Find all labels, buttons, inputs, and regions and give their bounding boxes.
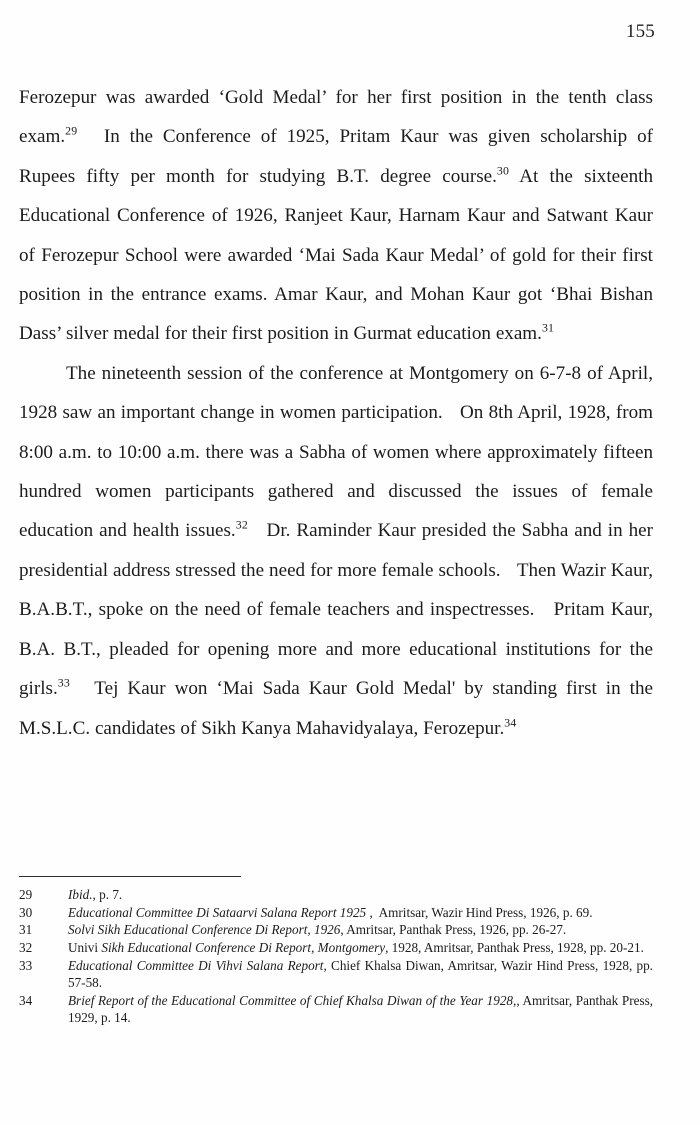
footnote-text: Brief Report of the Educational Committee of Chief Khalsa Diwan of the Year 1928,, Amritsar, Panthak Press, 1929, p. 14. [68,992,654,1025]
body-text-block [19,78,653,748]
footnote-item [19,921,653,938]
footnote-item [19,904,653,921]
footnote-item [19,957,653,991]
footnote-text: Univi Sikh Educational Conference Di Report, Montgomery, 1928, Amritsar, Panthak Press, 1928, pp. 20-21. [68,940,644,956]
footnote-list [19,886,653,1027]
footnote-separator-rule [19,876,241,877]
footnote-number: 33 [19,957,33,973]
footnote-number: 29 [19,887,33,902]
footnote-text: Educational Committee Di Sataarvi Salana Report 1925 , Amritsar, Wazir Hind Press, 1926, p. 69. [68,904,593,920]
footnote-number: 34 [19,992,33,1008]
footnote-text: Ibid., p. 7. [68,887,123,902]
footnote-number: 31 [19,922,33,938]
page-number: 155 [625,21,655,42]
footnote-number: 30 [19,904,33,920]
paragraph: The nineteenth session of the conference at Montgomery on 6-7-8 of April, 1928 saw an important change in women participation. On 8th April, 1928, from 8:00 a.m. to 10:00 a.m. there was a Sabha of women where approximately fifteen hundred women participants gathered and discussed the issues of female education and health issues.$^{32}$ Dr. Raminder Kaur presided the Sabha and in her presidential address stressed the need for more female schools. Then Wazir Kaur, B.A.B.T., spoke on the need of female teachers and inspectresses. Pritam Kaur, B.A. B.T., pleaded for opening more and more educational institutions for the girls.$^{33}$ Tej Kaur won ‘Mai Sada Kaur Gold Medal' by standing first in the M.S.L.C. candidates of Sikh Kanya Mahavidyalaya, Ferozepur.$^{34}$ [19,362,654,739]
footnote-text: Solvi Sikh Educational Conference Di Report, 1926, Amritsar, Panthak Press, 1926, pp. 26-27. [68,922,567,938]
footnote-text: Educational Committee Di Vihvi Salana Report, Chief Khalsa Diwan, Amritsar, Wazir Hind Press, 1928, pp. 57-58. [68,957,653,991]
footnote-number: 32 [19,940,33,956]
footnote-item [19,992,653,1026]
paragraph: Ferozepur was awarded ‘Gold Medal’ for her first position in the tenth class exam.$^{29}$ In the Conference of 1925, Pritam Kaur was given scholarship of Rupees fifty per month for studying B.T. degree course.$^{30}$ At the sixteenth Educational Conference of 1926, Ranjeet Kaur, Harnam Kaur and Satwant Kaur of Ferozepur School were awarded ‘Mai Sada Kaur Medal’ of gold for their first position in the entrance exams. Amar Kaur, and Mohan Kaur got ‘Bhai Bishan Dass’ silver medal for their first position in Gurmat education exam.$^{31}$ [19,87,654,345]
footnote-item [19,939,653,956]
footnote-item [19,886,653,903]
